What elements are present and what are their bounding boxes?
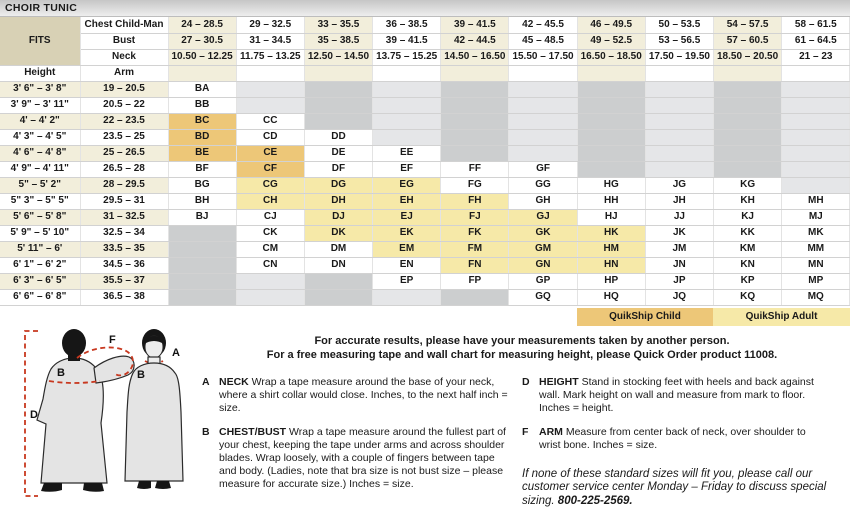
instructions-section [0,326,850,508]
height-range-cell: 4' 6" – 4' 8" [0,145,80,161]
instruction-chest-bust [202,426,508,491]
table-row [0,241,850,257]
size-range-cell: 27 – 30.5 [168,33,236,49]
instruction-term: ARM [539,425,566,438]
size-code-cell: GN [509,257,577,273]
size-code-cell: HN [577,257,645,273]
size-code-cell [441,81,509,97]
size-code-cell [645,81,713,97]
instruction-term: NECK [219,375,252,388]
size-code-cell: EE [373,145,441,161]
size-code-cell [782,81,850,97]
size-code-cell: DF [304,161,372,177]
size-code-cell [168,225,236,241]
size-code-cell: FP [441,273,509,289]
instruction-term: HEIGHT [539,375,582,388]
size-code-cell: KN [714,257,782,273]
phone-number: 800-225-2569. [557,494,633,507]
arm-range-cell: 31 – 32.5 [80,209,168,225]
size-code-cell: DK [304,225,372,241]
size-code-cell: JQ [645,289,713,305]
height-range-cell: 4' – 4' 2" [0,113,80,129]
size-range-cell: 21 – 23 [782,49,850,65]
size-code-cell [373,81,441,97]
size-range-cell: 49 – 52.5 [577,33,645,49]
quikship-child-badge: QuikShip Child [577,308,713,326]
size-code-cell [714,145,782,161]
table-row [0,257,850,273]
fits-header-row [0,49,850,65]
size-code-cell: MK [782,225,850,241]
arm-range-cell: 35.5 – 37 [80,273,168,289]
size-code-cell: GH [509,193,577,209]
intro-line-2: For a free measuring tape and wall chart for measuring height, please Quick Order product 11008. [266,349,778,361]
size-range-cell: 46 – 49.5 [577,17,645,33]
table-row [0,129,850,145]
size-range-cell: 14.50 – 16.50 [441,49,509,65]
arm-header: Arm [80,65,168,81]
instruction-letter: A [202,375,210,388]
size-code-cell: HK [577,225,645,241]
spacer-cell [373,65,441,81]
table-row [0,273,850,289]
note-text: If none of these standard sizes will fit you, please call our customer service center Monday – Friday to discuss special sizing. [522,467,827,507]
table-row [0,81,850,97]
size-code-cell: JJ [645,209,713,225]
instruction-columns [202,376,842,508]
size-code-cell [645,129,713,145]
size-code-cell: BG [168,177,236,193]
size-code-cell [782,145,850,161]
size-code-cell: GM [509,241,577,257]
size-code-cell: BC [168,113,236,129]
size-code-cell [782,113,850,129]
size-code-cell: MN [782,257,850,273]
instruction-text: Stand in stocking feet with heels and back against wall. Mark height on wall and measure from mark to floor. Inches = height. [539,375,814,414]
size-code-cell [304,81,372,97]
size-code-cell: CM [236,241,304,257]
chart-title-bar [0,0,850,17]
size-code-cell [714,161,782,177]
size-range-cell: 16.50 – 18.50 [577,49,645,65]
instruction-body [219,376,508,415]
size-code-cell [577,129,645,145]
spacer-cell [577,65,645,81]
spacer-cell [782,65,850,81]
size-code-cell: JP [645,273,713,289]
size-code-cell: EN [373,257,441,273]
size-code-cell: GQ [509,289,577,305]
measure-type-label: Bust [80,33,168,49]
size-code-cell [714,113,782,129]
size-code-cell [304,273,372,289]
size-range-cell: 10.50 – 12.25 [168,49,236,65]
size-code-cell: MM [782,241,850,257]
spacer-cell [509,65,577,81]
instruction-term: CHEST/BUST [219,425,290,438]
chart-title: CHOIR TUNIC [5,2,78,14]
instruction-letter: D [522,375,530,388]
size-range-cell: 35 – 38.5 [304,33,372,49]
size-code-cell: FG [441,177,509,193]
size-code-cell: MQ [782,289,850,305]
size-code-cell: JH [645,193,713,209]
size-code-cell [236,289,304,305]
size-code-cell: BB [168,97,236,113]
arm-range-cell: 28 – 29.5 [80,177,168,193]
size-code-cell: HQ [577,289,645,305]
front-figure [125,357,183,481]
size-code-cell [373,97,441,113]
size-code-cell: FH [441,193,509,209]
table-row [0,209,850,225]
instruction-column-right [522,376,842,508]
measure-type-label: Neck [80,49,168,65]
size-code-cell [236,97,304,113]
arm-range-cell: 20.5 – 22 [80,97,168,113]
spacer-cell [441,65,509,81]
size-code-cell: FM [441,241,509,257]
size-code-cell: BF [168,161,236,177]
back-figure-head [62,329,86,357]
size-code-cell [373,129,441,145]
size-code-cell: HG [577,177,645,193]
height-range-cell: 5' 11" – 6' [0,241,80,257]
size-code-cell: HJ [577,209,645,225]
size-code-cell: DE [304,145,372,161]
size-range-cell: 12.50 – 14.50 [304,49,372,65]
size-code-cell [509,81,577,97]
size-range-cell: 58 – 61.5 [782,17,850,33]
size-code-cell [577,145,645,161]
size-code-cell: GF [509,161,577,177]
size-code-cell [168,241,236,257]
size-code-cell: CK [236,225,304,241]
instruction-arm [522,426,828,452]
size-code-cell [441,97,509,113]
size-range-cell: 39 – 41.5 [441,17,509,33]
arm-range-cell: 36.5 – 38 [80,289,168,305]
size-code-cell [782,97,850,113]
height-arm-header-row [0,65,850,81]
size-code-cell [782,161,850,177]
size-code-cell [168,273,236,289]
front-figure-shoe-left [137,481,151,489]
size-code-cell: CN [236,257,304,273]
size-code-cell: MP [782,273,850,289]
table-row [0,161,850,177]
spacer-cell [714,65,782,81]
size-code-cell: KH [714,193,782,209]
tunic-figures-drawing [4,326,200,508]
spacer-cell [168,65,236,81]
size-range-cell: 29 – 32.5 [236,17,304,33]
size-code-cell: KG [714,177,782,193]
size-table-container [0,17,850,306]
size-code-cell: JM [645,241,713,257]
spacer-cell [645,65,713,81]
instructions-text-area [200,326,842,508]
size-code-cell: DN [304,257,372,273]
size-code-cell [714,81,782,97]
label-b-front: B [137,368,145,381]
size-code-cell: BE [168,145,236,161]
table-row [0,177,850,193]
arm-range-cell: 26.5 – 28 [80,161,168,177]
size-code-cell: MH [782,193,850,209]
table-row [0,145,850,161]
size-range-cell: 31 – 34.5 [236,33,304,49]
front-figure-shoe-right [155,481,171,489]
size-code-cell [304,289,372,305]
instruction-body [219,426,508,491]
size-code-cell [168,289,236,305]
size-code-cell [577,113,645,129]
arm-range-cell: 33.5 – 35 [80,241,168,257]
intro-text [202,334,842,363]
size-code-cell: HH [577,193,645,209]
size-code-cell [373,289,441,305]
instruction-letter: B [202,425,210,438]
size-code-cell [645,113,713,129]
fits-label: FITS [0,17,80,65]
height-range-cell: 6' 1" – 6' 2" [0,257,80,273]
table-row [0,289,850,305]
instruction-column-left [202,376,522,508]
size-code-cell [714,97,782,113]
size-range-cell: 33 – 35.5 [304,17,372,33]
size-code-cell: DH [304,193,372,209]
size-code-cell: JG [645,177,713,193]
intro-line-1: For accurate results, please have your measurements taken by another person. [314,334,730,347]
size-code-cell [509,145,577,161]
size-code-cell: EP [373,273,441,289]
instruction-text: Wrap a tape measure around the fullest part of your chest, keeping the tape under arms and across shoulder blades. Wrap loosely, with a couple of fingers between tape and body. (Ladies, note that bra size is not bust size – please measure for accurate size.) Inches = size. [219,425,506,490]
size-code-cell: FF [441,161,509,177]
size-code-cell: CD [236,129,304,145]
size-code-cell: HM [577,241,645,257]
fits-header-row [0,17,850,33]
measure-type-label: Chest Child-Man [80,17,168,33]
size-range-cell: 39 – 41.5 [373,33,441,49]
table-row [0,113,850,129]
legend-spacer [0,308,577,326]
spacer-cell [236,65,304,81]
size-code-cell: CE [236,145,304,161]
size-code-cell: KJ [714,209,782,225]
size-range-cell: 13.75 – 15.25 [373,49,441,65]
size-code-cell [304,97,372,113]
height-range-cell: 5" 3" – 5" 5" [0,193,80,209]
size-range-cell: 57 – 60.5 [714,33,782,49]
size-code-cell [373,113,441,129]
fits-header-row [0,33,850,49]
size-code-cell [509,129,577,145]
size-code-cell: KK [714,225,782,241]
size-code-cell [645,145,713,161]
size-code-cell: KP [714,273,782,289]
size-code-cell: KQ [714,289,782,305]
size-code-cell [577,161,645,177]
arm-range-cell: 32.5 – 34 [80,225,168,241]
height-range-cell: 6' 6" – 6' 8" [0,289,80,305]
arm-range-cell: 22 – 23.5 [80,113,168,129]
label-b-back: B [57,366,65,379]
size-code-cell: EG [373,177,441,193]
size-code-cell: HP [577,273,645,289]
size-code-cell: MJ [782,209,850,225]
height-range-cell: 4' 3" – 4' 5" [0,129,80,145]
size-range-cell: 24 – 28.5 [168,17,236,33]
height-range-cell: 5' 6" – 5' 8" [0,209,80,225]
size-range-cell: 17.50 – 19.50 [645,49,713,65]
size-code-cell: CC [236,113,304,129]
size-code-cell: EM [373,241,441,257]
size-code-cell: GP [509,273,577,289]
size-code-cell [509,97,577,113]
size-code-cell: FN [441,257,509,273]
size-code-cell: BA [168,81,236,97]
size-code-cell: GK [509,225,577,241]
size-code-cell: DG [304,177,372,193]
size-range-cell: 15.50 – 17.50 [509,49,577,65]
height-range-cell: 4' 9" – 4' 11" [0,161,80,177]
table-row [0,97,850,113]
size-range-cell: 42 – 44.5 [441,33,509,49]
size-code-cell: JK [645,225,713,241]
instruction-body [539,426,828,452]
size-code-cell [577,97,645,113]
size-code-cell: KM [714,241,782,257]
size-code-cell [782,177,850,193]
size-code-cell: BJ [168,209,236,225]
size-code-cell [236,273,304,289]
size-code-cell [441,145,509,161]
size-code-cell: DM [304,241,372,257]
height-range-cell: 5' 9" – 5' 10" [0,225,80,241]
size-code-cell [236,81,304,97]
back-figure-shoe-right [83,483,104,492]
size-code-cell [441,129,509,145]
instruction-text: Wrap a tape measure around the base of your neck, where a shirt collar would close. Inches, to the next half inch = size. [219,375,508,414]
size-code-cell: DD [304,129,372,145]
size-range-cell: 45 – 48.5 [509,33,577,49]
size-range-cell: 42 – 45.5 [509,17,577,33]
size-table [0,17,850,306]
instruction-height [522,376,828,415]
size-code-cell: GG [509,177,577,193]
size-range-cell: 18.50 – 20.50 [714,49,782,65]
height-range-cell: 3' 6" – 3' 8" [0,81,80,97]
size-range-cell: 50 – 53.5 [645,17,713,33]
height-range-cell: 3' 9" – 3' 11" [0,97,80,113]
size-code-cell [645,97,713,113]
size-code-cell [168,257,236,273]
size-code-cell [782,129,850,145]
size-code-cell [441,289,509,305]
size-code-cell: BD [168,129,236,145]
size-code-cell: EJ [373,209,441,225]
arm-range-cell: 23.5 – 25 [80,129,168,145]
spacer-cell [304,65,372,81]
size-code-cell: CG [236,177,304,193]
label-a: A [172,346,180,359]
arm-range-cell: 34.5 – 36 [80,257,168,273]
instruction-body [539,376,828,415]
size-code-cell [645,161,713,177]
quikship-legend [0,308,850,326]
size-code-cell [577,81,645,97]
size-range-cell: 61 – 64.5 [782,33,850,49]
size-code-cell: DJ [304,209,372,225]
size-code-cell [509,113,577,129]
table-row [0,193,850,209]
measurement-illustration [4,326,200,508]
size-range-cell: 53 – 56.5 [645,33,713,49]
table-row [0,225,850,241]
arm-range-cell: 29.5 – 31 [80,193,168,209]
arm-range-cell: 19 – 20.5 [80,81,168,97]
back-figure-shoe-left [41,483,62,492]
height-header: Height [0,65,80,81]
size-range-cell: 54 – 57.5 [714,17,782,33]
instruction-text: Measure from center back of neck, over shoulder to wrist bone. Inches = size. [539,425,806,451]
size-code-cell: EF [373,161,441,177]
size-code-cell: CH [236,193,304,209]
label-d: D [30,408,38,421]
size-range-cell: 11.75 – 13.25 [236,49,304,65]
size-range-cell: 36 – 38.5 [373,17,441,33]
arm-range-cell: 25 – 26.5 [80,145,168,161]
size-code-cell: GJ [509,209,577,225]
size-code-cell: CJ [236,209,304,225]
size-code-cell: EK [373,225,441,241]
label-f: F [109,333,116,346]
size-code-cell: BH [168,193,236,209]
size-code-cell: FK [441,225,509,241]
size-code-cell: FJ [441,209,509,225]
size-code-cell [441,113,509,129]
quikship-adult-badge: QuikShip Adult [713,308,850,326]
size-code-cell: CF [236,161,304,177]
size-code-cell: JN [645,257,713,273]
size-code-cell [714,129,782,145]
height-range-cell: 6' 3" – 6' 5" [0,273,80,289]
instruction-neck [202,376,508,415]
size-code-cell: EH [373,193,441,209]
instruction-letter: F [522,425,529,438]
special-sizing-note [522,468,828,508]
height-range-cell: 5" – 5' 2" [0,177,80,193]
size-code-cell [304,113,372,129]
